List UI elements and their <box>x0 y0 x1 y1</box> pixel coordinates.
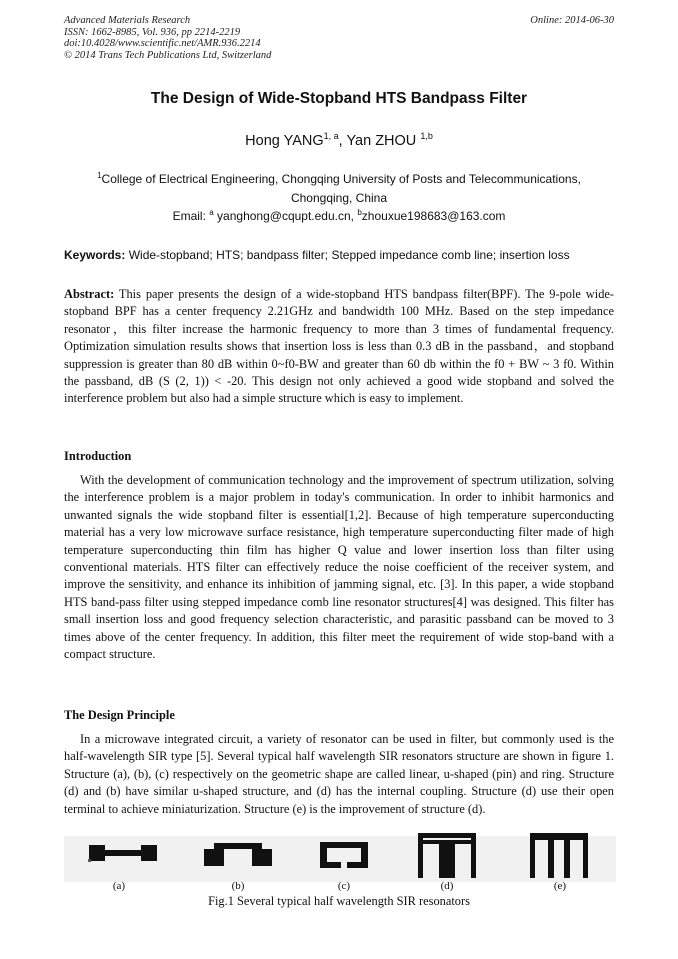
abstract-text: This paper presents the design of a wide-stopband HTS bandpass filter(BPF). The 9-pole wide-stopband BPF has a center frequency 2.21GHz and bandwidth 100 MHz. Based on the step impedance resonator，this filter increase the harmonic frequency to more than 3 times of fundamental frequency. Optimization simulation results shows that insertion loss is less than 0.3 dB in the passband，and stopband suppression is greater than 80 dB within 0~f0-BW and greater than 60 db within the f0 + BW ~ 3 f0. Within the passband, dB (S (2, 1)) < -20. This design not only achieved a good wide stopband and solved the interference problem but also had a simple structure which is easy to implement. <box>64 287 615 406</box>
email-a-link[interactable]: yanghong@cqupt.edu.cn, <box>217 209 354 223</box>
figure-label-e: (e) <box>553 880 567 892</box>
affiliation <box>80 166 598 208</box>
email-b-mark: b <box>357 208 362 217</box>
keywords <box>64 248 616 262</box>
resonator-a-linear-diagram <box>88 842 158 864</box>
paper-title: The Design of Wide-Stopband HTS Bandpass Filter <box>150 90 528 107</box>
keywords-text: Wide-stopband; HTS; bandpass filter; Stepped impedance comb line; insertion loss <box>128 248 570 262</box>
introduction-body <box>64 472 614 663</box>
author-2: Yan ZHOU <box>346 132 417 149</box>
resonator-e-improved-diagram <box>530 833 588 878</box>
email-line <box>0 208 678 223</box>
author-1-affil-mark: 1, a <box>323 131 339 141</box>
copyright-line: © 2014 Trans Tech Publications Ltd, Switzerland <box>64 49 272 61</box>
figure-label-c: (c) <box>337 880 351 892</box>
section-heading-introduction: Introduction <box>64 449 132 463</box>
section-heading-design-principle: The Design Principle <box>64 708 175 722</box>
affiliation-text: College of Electrical Engineering, Chongqing University of Posts and Telecommunications, Chongqing, China <box>101 172 581 205</box>
figure-label-b: (b) <box>231 880 245 892</box>
journal-name: Advanced Materials Research <box>64 15 191 26</box>
email-a-mark: a <box>209 208 214 217</box>
design-principle-paragraph: In a microwave integrated circuit, a variety of resonator can be used in filter, but commonly used is the half-wavelength SIR type [5]. Several typical half wavelength SIR resonators structure are shown in figure 1. Structure (a), (b), (c) respectively on the geometric shape are called linear, u-shaped (pin) and ring. Structure (d) and (b) have similar u-shaped structure, and (d) has the internal coupling. Structure (d) use their open terminal to achieve miniaturization. Structure (e) is the improvement of structure (d). <box>64 732 614 816</box>
abstract <box>64 286 614 408</box>
introduction-paragraph: With the development of communication technology and the improvement of spectrum utilization, solving the interference problem is a major problem in today's communication. In order to inhibit harmonics and unwanted signals the wide stopband filter is essential[1,2]. Because of high temperature superconducting material has a very low microwave surface resistance, high temperature superconducting filter made of high temperature superconducting thin film has higher Q value and lower insertion loss than filter using conventional materials. HTS filter can effectively reduce the noise coefficient of the receiver system, and improve the sensitivity, and enhance its inhibition of jamming signal, etc. [3]. In this paper, a wide stopband HTS band-pass filter using stepped impedance comb line resonator structures[4] was designed. This filter has small insertion loss and good frequency selection characteristic, and parasitic passband can be moved to 3 times above of the center frequency. In addition, this filter meet the requirement of wide stop-band with a compact structure. <box>64 473 614 662</box>
resonator-d-coupled-diagram <box>418 833 476 878</box>
resonator-c-ring-diagram <box>318 840 370 870</box>
online-date: Online: 2014-06-30 <box>530 15 614 26</box>
email-b-link[interactable]: zhouxue198683@163.com <box>361 209 506 223</box>
author-1: Hong YANG <box>245 132 324 149</box>
issn-line: ISSN: 1662-8985, Vol. 936, pp 2214-2219 <box>64 26 241 38</box>
email-label: Email: <box>172 209 206 223</box>
resonator-b-u-shaped-diagram <box>204 840 272 868</box>
author-2-affil-mark: 1,b <box>420 131 433 141</box>
figure-label-d: (d) <box>440 880 454 892</box>
author-separator: , <box>338 132 347 149</box>
keywords-label: Keywords: <box>64 248 126 262</box>
journal-header <box>64 15 271 61</box>
abstract-label: Abstract: <box>64 287 115 301</box>
doi-line: doi:10.4028/www.scientific.net/AMR.936.2214 <box>64 38 261 49</box>
figure-1-caption: Fig.1 Several typical half wavelength SIR resonators <box>208 894 470 908</box>
figure-label-a: (a) <box>112 880 126 892</box>
author-line <box>0 131 678 149</box>
affiliation-mark: 1 <box>97 171 102 180</box>
design-principle-body <box>64 731 614 818</box>
